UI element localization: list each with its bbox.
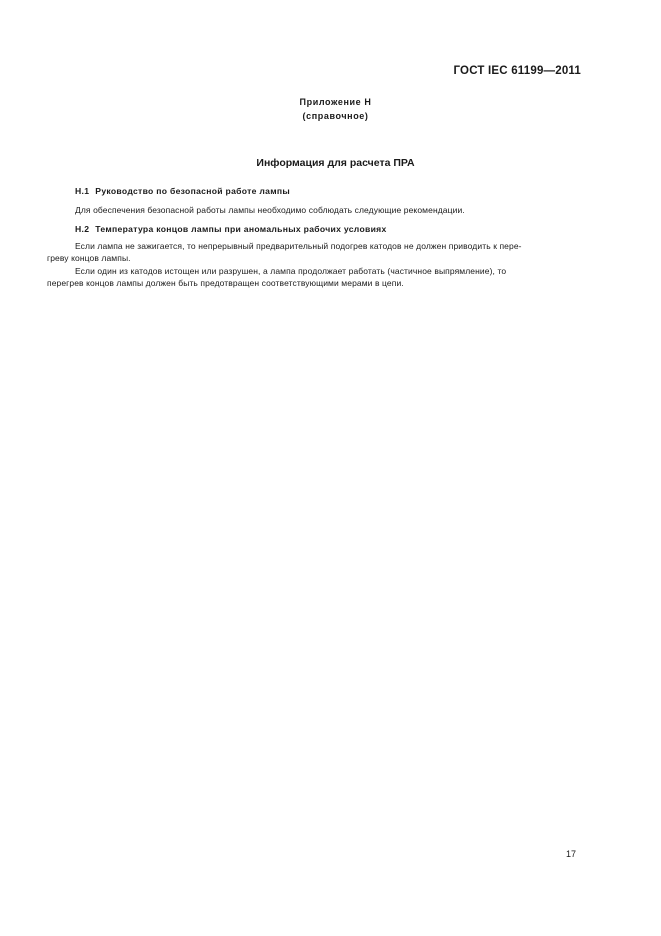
section-title: Руководство по безопасной работе лампы <box>95 186 291 196</box>
paragraph <box>47 241 582 264</box>
document-title: Информация для расчета ПРА <box>256 157 415 169</box>
section-title: Температура концов лампы при аномальных рабочих условиях <box>95 224 387 234</box>
paragraph-line: перегрев концов лампы должен быть предотвращен соответствующими мерами в цепи. <box>47 277 404 288</box>
annex-title: Приложение Н <box>299 97 372 107</box>
paragraph-line: Если лампа не зажигается, то непрерывный предварительный подогрев катодов не должен приводить к пере- <box>75 241 522 251</box>
paragraph <box>47 266 582 289</box>
paragraph-line: Для обеспечения безопасной работы лампы необходимо соблюдать следующие рекомендации. <box>75 205 465 215</box>
annex-status: (справочное) <box>302 111 369 121</box>
paragraph-line: Если один из катодов истощен или разрушен, а лампа продолжает работать (частичное выпрямление), то <box>75 266 507 276</box>
section-number: Н.2 <box>75 224 90 234</box>
standard-identifier: ГОСТ IEC 61199—2011 <box>453 65 581 77</box>
paragraph-line: греву концов лампы. <box>47 252 131 263</box>
paragraph <box>47 205 582 217</box>
section-heading-h2 <box>75 224 387 234</box>
annex-heading <box>0 95 661 123</box>
page-number: 17 <box>565 849 576 859</box>
section-number: Н.1 <box>75 186 90 196</box>
section-heading-h1 <box>75 186 290 196</box>
